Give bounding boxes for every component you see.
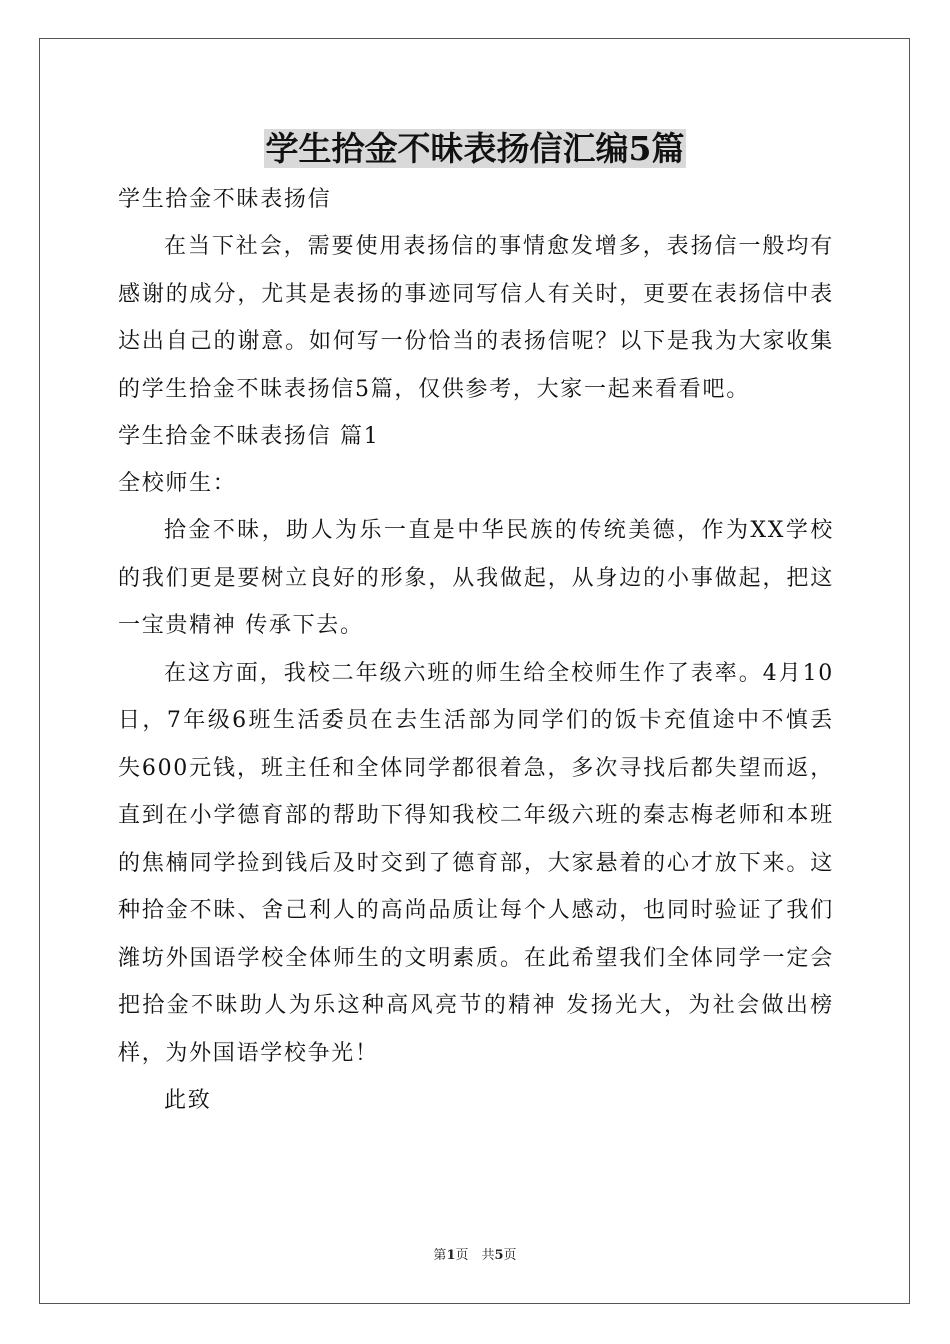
closing: 此致 (164, 1088, 212, 1113)
page-mid: 页 共 (455, 1248, 495, 1263)
page-suffix: 页 (503, 1248, 517, 1263)
document-title (0, 125, 950, 173)
body-paragraph-1: 拾金不昧，助人为乐一直是中华民族的传统美德，作为XX学校的我们更是要树立良好的形象，从我做起，从身边的小事做起，把这一宝贵精神 传承下去。 (118, 518, 834, 638)
document-body (118, 176, 834, 1124)
page-total: 5 (494, 1248, 504, 1263)
document-subtitle: 学生拾金不昧表扬信 (118, 187, 332, 212)
document-title-text: 学生拾金不昧表扬信汇编5篇 (265, 129, 685, 168)
section-heading: 学生拾金不昧表扬信 篇1 (118, 424, 380, 449)
page-prefix: 第 (433, 1248, 447, 1263)
page-current: 1 (446, 1248, 456, 1263)
salutation: 全校师生： (118, 471, 237, 496)
intro-paragraph: 在当下社会，需要使用表扬信的事情愈发增多，表扬信一般均有感谢的成分，尤其是表扬的事迹同写信人有关时，更要在表扬信中表达出自己的谢意。如何写一份恰当的表扬信呢？以下是我为大家收集的学生拾金不昧表扬信5篇，仅供参考，大家一起来看看吧。 (118, 234, 834, 402)
page-footer (0, 1247, 950, 1265)
body-paragraph-2: 在这方面，我校二年级六班的师生给全校师生作了表率。4月10日，7年级6班生活委员在去生活部为同学们的饭卡充值途中不慎丢失600元钱，班主任和全体同学都很着急，多次寻找后都失望而返，直到在小学德育部的帮助下得知我校二年级六班的秦志梅老师和本班的焦楠同学捡到钱后及时交到了德育部，大家悬着的心才放下来。这种拾金不昧、舍己利人的高尚品质让每个人感动，也同时验证了我们潍坊外国语学校全体师生的文明素质。在此希望我们全体同学一定会把拾金不昧助人为乐这种高风亮节的精神 发扬光大，为社会做出榜样，为外国语学校争光！ (118, 660, 834, 1066)
